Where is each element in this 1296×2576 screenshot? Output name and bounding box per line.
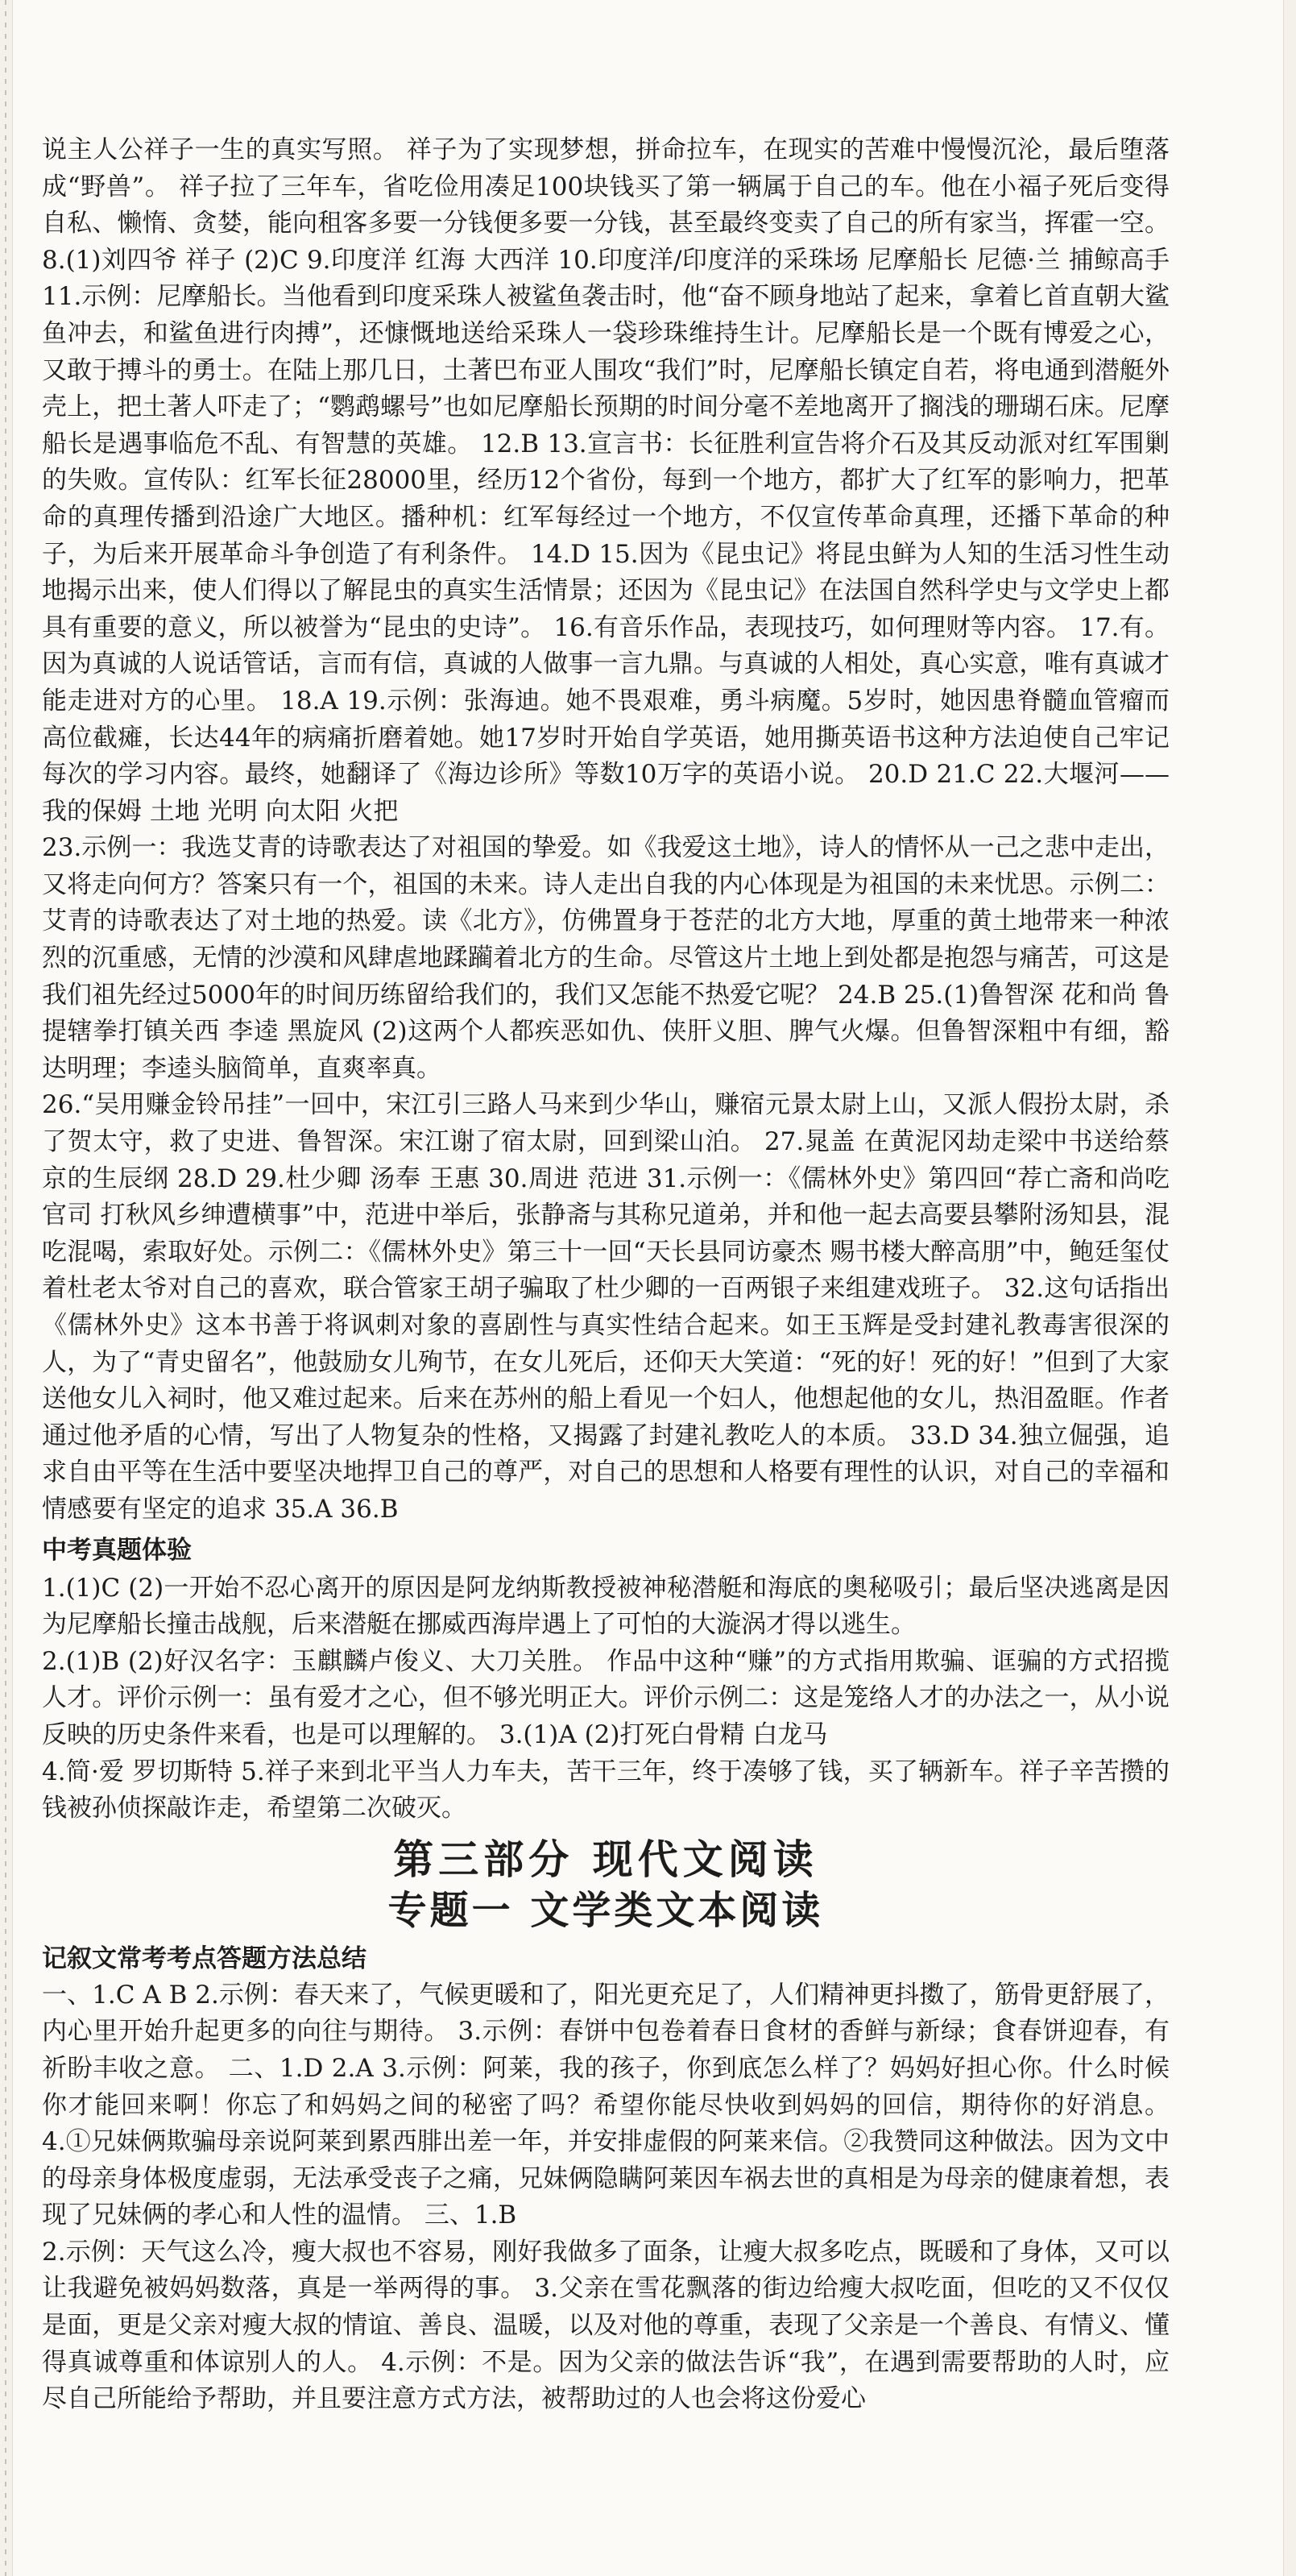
answer-paragraph: 23.示例一：我选艾青的诗歌表达了对祖国的挚爱。如《我爱这土地》，诗人的情怀从一己之悲中走出，又将走向何方？答案只有一个，祖国的未来。诗人走出自我的内心体现是为祖国的未来忧思。示例二：艾青的诗歌表达了对土地的热爱。读《北方》，仿佛置身于苍茫的北方大地，厚重的黄土地带来一种浓烈的沉重感，无情的沙漠和风肆虐地蹂躏着北方的生命。尽管这片土地上到处都是抱怨与痛苦，可这是我们祖先经过5000年的时间历练留给我们的，我们又怎能不热爱它呢？ 24.B 25.(1)鲁智深 花和尚 鲁提辖拳打镇关西 李逵 黑旋风 (2)这两个人都疾恶如仇、侠肝义胆、脾气火爆。但鲁智深粗中有细，豁达明理；李逵头脑简单，直爽率真。 — [42, 833, 1170, 1083]
answer-paragraph: 说主人公祥子一生的真实写照。 祥子为了实现梦想，拼命拉车，在现实的苦难中慢慢沉沦，最后堕落成“野兽”。 祥子拉了三年车，省吃俭用凑足100块钱买了第一辆属于自己的车。他在小福子死后变得自私、懒惰、贪婪，能向租客多要一分钱便多要一分钱，甚至最终变卖了自己的所有家当，挥霍一空。 8.(1)刘四爷 祥子 (2)C 9.印度洋 红海 大西洋 10.印度洋/印度洋的采珠场 尼摩船长 尼德·兰 捕鲸高手 11.示例：尼摩船长。当他看到印度采珠人被鲨鱼袭击时，他“奋不顾身地站了起来，拿着匕首直朝大鲨鱼冲去，和鲨鱼进行肉搏”，还慷慨地送给采珠人一袋珍珠维持生计。尼摩船长是一个既有博爱之心，又敢于搏斗的勇士。在陆上那几日，土著巴布亚人围攻“我们”时，尼摩船长镇定自若，将电通到潜艇外壳上，把土著人吓走了；“鹦鹉螺号”也如尼摩船长预期的时间分毫不差地离开了搁浅的珊瑚石床。尼摩船长是遇事临危不乱、有智慧的英雄。 12.B 13.宣言书：长征胜利宣告将介石及其反动派对红军围剿的失败。宣传队：红军长征28000里，经历12个省份，每到一个地方，都扩大了红军的影响力，把革命的真理传播到沿途广大地区。播种机：红军每经过一个地方，不仅宣传革命真理，还播下革命的种子，为后来开展革命斗争创造了有利条件。 14.D 15.因为《昆虫记》将昆虫鲜为人知的生活习性生动地揭示出来，使人们得以了解昆虫的真实生活情景；还因为《昆虫记》在法国自然科学史与文学史上都具有重要的意义，所以被誉为“昆虫的史诗”。 16.有音乐作品，表现技巧，如何理财等内容。 17.有。因为真诚的人说话管话，言而有信，真诚的人做事一言九鼎。与真诚的人相处，真心实意，唯有真诚才能走进对方的心里。 18.A 19.示例：张海迪。她不畏艰难，勇斗病魔。5岁时，她因患脊髓血管瘤而高位截瘫，长达44年的病痛折磨着她。她17岁时开始自学英语，她用撕英语书这种方法迫使自己牢记每次的学习内容。最终，她翻译了《海边诊所》等数10万字的英语小说。 20.D 21.C 22.大堰河——我的保姆 土地 光明 向太阳 火把 — [42, 135, 1170, 826]
exam-section-heading: 中考真题体验 — [42, 1535, 192, 1565]
exam-answer-paragraph: 4.简·爱 罗切斯特 5.祥子来到北平当人力车夫，苦干三年，终于凑够了钱，买了辆新车。祥子辛苦攒的钱被孙侦探敲诈走，希望第二次破灭。 — [42, 1757, 1170, 1823]
narrative-answer-paragraph: 一、1.C A B 2.示例：春天来了，气候更暖和了，阳光更充足了，人们精神更抖擞了，筋骨更舒展了，内心里开始升起更多的向往与期待。 3.示例：春饼中包卷着春日食材的香鲜与新绿；食春饼迎春，有祈盼丰收之意。 二、1.D 2.A 3.示例：阿莱，我的孩子，你到底怎么样了？妈妈好担心你。什么时候你才能回来啊！你忘了和妈妈之间的秘密了吗？希望你能尽快收到妈妈的回信，期待你的好消息。 4.①兄妹俩欺骗母亲说阿莱到累西腓出差一年，并安排虚假的阿莱来信。②我赞同这种做法。因为文中的母亲身体极度虚弱，无法承受丧子之痛，兄妹俩隐瞒阿莱因车祸去世的真相是为母亲的健康着想，表现了兄妹俩的孝心和人性的温情。 三、1.B — [42, 1980, 1170, 2230]
exam-answer-paragraph: 1.(1)C (2)一开始不忍心离开的原因是阿龙纳斯教授被神秘潜艇和海底的奥秘吸引；最后坚决逃离是因为尼摩船长撞击战舰，后来潜艇在挪威西海岸遇上了可怕的大漩涡才得以逃生。 — [42, 1573, 1170, 1640]
topic-title: 专题一 文学类文本阅读 — [387, 1887, 824, 1933]
narrative-answer-paragraph: 2.示例：天气这么冷，瘦大叔也不容易，刚好我做多了面条，让瘦大叔多吃点，既暖和了身体，又可以让我避免被妈妈数落，真是一举两得的事。 3.父亲在雪花飘落的街边给瘦大叔吃面，但吃的又不仅仅是面，更是父亲对瘦大叔的情谊、善良、温暖，以及对他的尊重，表现了父亲是一个善良、有情义、懂得真诚尊重和体谅别人的人。 4.示例：不是。因为父亲的做法告诉“我”，在遇到需要帮助的人时，应尽自己所能给予帮助，并且要注意方式方法，被帮助过的人也会将这份爱心 — [42, 2237, 1170, 2414]
answer-sheet — [13, 0, 1283, 2576]
content-column — [42, 132, 1170, 2418]
part-title: 第三部分 现代文阅读 — [393, 1835, 818, 1883]
page-gutter-line — [5, 0, 6, 2576]
narrative-section-heading: 记叙文常考考点答题方法总结 — [42, 1943, 366, 1973]
answer-paragraph: 26.“吴用赚金铃吊挂”一回中，宋江引三路人马来到少华山，赚宿元景太尉上山，又派人假扮太尉，杀了贺太守，救了史进、鲁智深。宋江谢了宿太尉，回到梁山泊。 27.晁盖 在黄泥冈劫走梁中书送给蔡京的生辰纲 28.D 29.杜少卿 汤奉 王惠 30.周进 范进 31.示例一：《儒林外史》第四回“荐亡斋和尚吃官司 打秋风乡绅遭横事”中，范进中举后，张静斋与其称兄道弟，并和他一起去高要县攀附汤知县，混吃混喝，索取好处。示例二：《儒林外史》第三十一回“天长县同访豪杰 赐书楼大醉高朋”中，鲍廷玺仗着杜老太爷对自己的喜欢，联合管家王胡子骗取了杜少卿的一百两银子来组建戏班子。 32.这句话指出《儒林外史》这本书善于将讽刺对象的喜剧性与真实性结合起来。如王玉辉是受封建礼教毒害很深的人，为了“青史留名”，他鼓励女儿殉节，在女儿死后，还仰天大笑道：“死的好！死的好！”但到了大家送他女儿入祠时，他又难过起来。后来在苏州的船上看见一个妇人，他想起他的女儿，热泪盈眶。作者通过他矛盾的心情，写出了人物复杂的性格，又揭露了封建礼教吃人的本质。 33.D 34.独立倔强，追求自由平等在生活中要坚决地捍卫自己的尊严，对自己的思想和人格要有理性的认识，对自己的幸福和情感要有坚定的追求 35.A 36.B — [42, 1090, 1170, 1524]
exam-answer-paragraph: 2.(1)B (2)好汉名字：玉麒麟卢俊义、大刀关胜。 作品中这种“赚”的方式指用欺骗、诓骗的方式招揽人才。评价示例一：虽有爱才之心，但不够光明正大。评价示例二：这是笼络人才的办法之一，从小说反映的历史条件来看，也是可以理解的。 3.(1)A (2)打死白骨精 白龙马 — [42, 1646, 1170, 1749]
